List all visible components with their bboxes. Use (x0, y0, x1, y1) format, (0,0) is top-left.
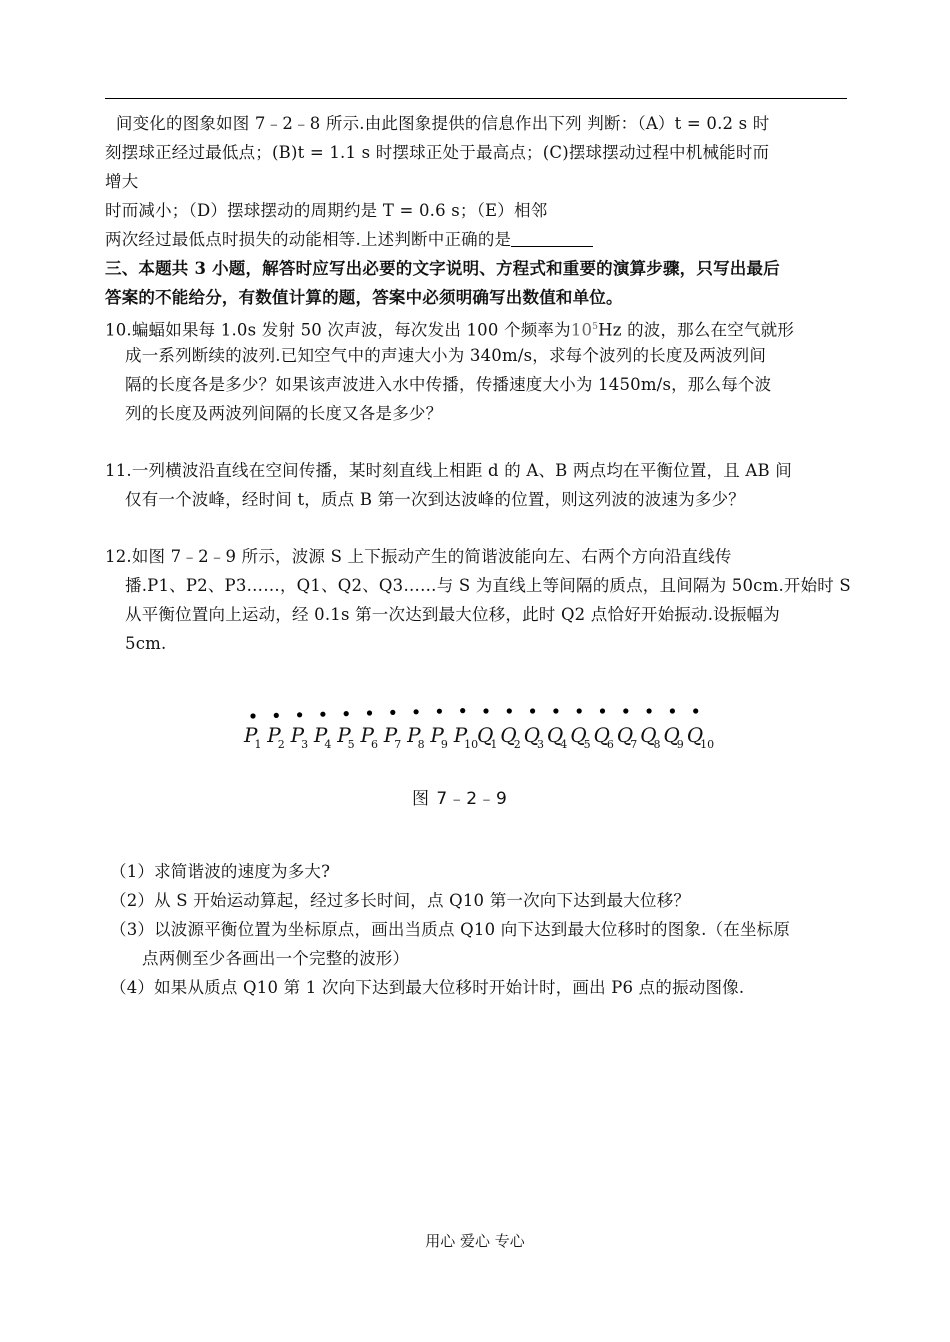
point-label: P5 (337, 723, 355, 751)
point-dot (297, 712, 302, 717)
point-dot (577, 708, 582, 713)
q10-text-post: Hz 的波，那么在空气就形 (598, 320, 795, 340)
point-dot (250, 713, 255, 718)
text-line (105, 110, 847, 139)
figure-caption: 图 7﹣2﹣9 (412, 789, 508, 809)
q10-line-4: 列的长度及两波列间隔的长度又各是多少？ (125, 404, 443, 423)
point-dot (344, 711, 349, 716)
line-5: 两次经过最低点时损失的动能相等.上述判断中正确的是 (105, 230, 512, 249)
point-label: P2 (267, 723, 285, 751)
q10-power-base: 10 (570, 320, 593, 340)
point-dot (693, 708, 698, 713)
point-label: P3 (290, 723, 309, 751)
page-footer: 用心 爱心 专心 (425, 1232, 525, 1250)
answer-blank[interactable] (511, 228, 593, 247)
section-heading-2: 答案的不能给分，有数值计算的题，答案中必须明确写出数值和单位。 (105, 288, 623, 307)
section-heading-1: 三、本题共 3 小题，解答时应写出必要的文字说明、方程式和重要的演算步骤，只写出最后 (105, 259, 780, 278)
point-dot (507, 708, 512, 713)
q10-line-3: 隔的长度各是多少？如果该声波进入水中传播，传播速度大小为 1450m/s，那么每个波 (125, 375, 772, 394)
subq-4: （4）如果从质点 Q10 第 1 次向下达到最大位移时开始计时，画出 P6 点的振动图像. (110, 978, 745, 997)
point-label: Q9 (663, 723, 684, 751)
point-dot (530, 708, 535, 713)
point-dot (670, 708, 675, 713)
line-1: 间变化的图象如图 7﹣2﹣8 所示.由此图象提供的信息作出下列 判断：（A）t = 0.2 s 时 (115, 114, 770, 133)
point-dot (623, 708, 628, 713)
point-label: Q6 (593, 723, 614, 751)
line-3: 增大 (105, 172, 139, 191)
point-label: P10 (453, 723, 479, 751)
point-label: Q8 (640, 723, 661, 751)
point-label: Q5 (570, 723, 591, 751)
subq-2: （2）从 S 开始运动算起，经过多长时间，点 Q10 第一次向下达到最大位移？ (110, 891, 691, 910)
line-2: 刻摆球正经过最低点；(B)t = 1.1 s 时摆球正处于最高点；(C)摆球摆动过程中机械能时而 (105, 143, 770, 162)
point-label: Q1 (477, 723, 498, 751)
point-label: P1 (244, 723, 262, 751)
point-label: P9 (430, 723, 448, 751)
subq-3-line-1: （3）以波源平衡位置为坐标原点，画出当质点 Q10 向下达到最大位移时的图象.（在坐标原 (110, 920, 791, 939)
q12-line-2: 播.P1、P2、P3……，Q1、Q2、Q3……与 S 为直线上等间隔的质点，且间隔为 50cm.开始时 S (125, 576, 851, 595)
point-dot (414, 709, 419, 714)
point-dot (483, 708, 488, 713)
q10-text-pre: 10.蝙蝠如果每 1.0s 发射 50 次声波，每次发出 100 个频率为 (105, 320, 571, 340)
point-dot (460, 708, 465, 713)
q10-line-1 (105, 313, 847, 345)
point-label: Q3 (523, 723, 545, 751)
point-dot (367, 710, 372, 715)
point-dot (437, 709, 442, 714)
subq-1: （1）求简谐波的速度为多大? (110, 862, 331, 881)
point-dot (274, 713, 279, 718)
subq-3-line-2: 点两侧至少各画出一个完整的波形） (142, 949, 410, 968)
text-line (105, 226, 847, 255)
point-label: P6 (360, 723, 378, 751)
q12-line-4: 5cm. (125, 634, 167, 653)
q10-line-2: 成一系列断续的波列.已知空气中的声速大小为 340m/s，求每个波列的长度及两波列间 (125, 346, 767, 365)
point-dot (647, 708, 652, 713)
point-label: P7 (383, 723, 402, 751)
point-dot (320, 712, 325, 717)
figure-7-2-9 (238, 700, 718, 760)
q11-line-1: 11.一列横波沿直线在空间传播，某时刻直线上相距 d 的 A、B 两点均在平衡位置，且 AB 间 (105, 461, 792, 480)
q10-power-exp: 5 (592, 322, 599, 332)
point-label: P4 (313, 723, 332, 751)
line-4: 时而减小；（D）摆球摆动的周期约是 T = 0.6 s；（E）相邻 (105, 201, 548, 220)
q12-line-1: 12.如图 7﹣2﹣9 所示，波源 S 上下振动产生的简谐波能向左、右两个方向沿直线传 (105, 547, 732, 566)
point-label: Q4 (546, 723, 568, 751)
point-dot (600, 708, 605, 713)
q12-line-3: 从平衡位置向上运动，经 0.1s 第一次达到最大位移，此时 Q2 点恰好开始振动.设振幅为 (125, 605, 780, 624)
header-rule (105, 98, 847, 99)
point-label: Q7 (616, 723, 638, 751)
point-label: P8 (407, 723, 425, 751)
point-label: Q2 (500, 723, 521, 751)
point-label: Q10 (686, 723, 715, 751)
point-dot (553, 708, 558, 713)
point-dot (390, 710, 395, 715)
q11-line-2: 仅有一个波峰，经时间 t，质点 B 第一次到达波峰的位置，则这列波的波速为多少？ (125, 490, 745, 509)
